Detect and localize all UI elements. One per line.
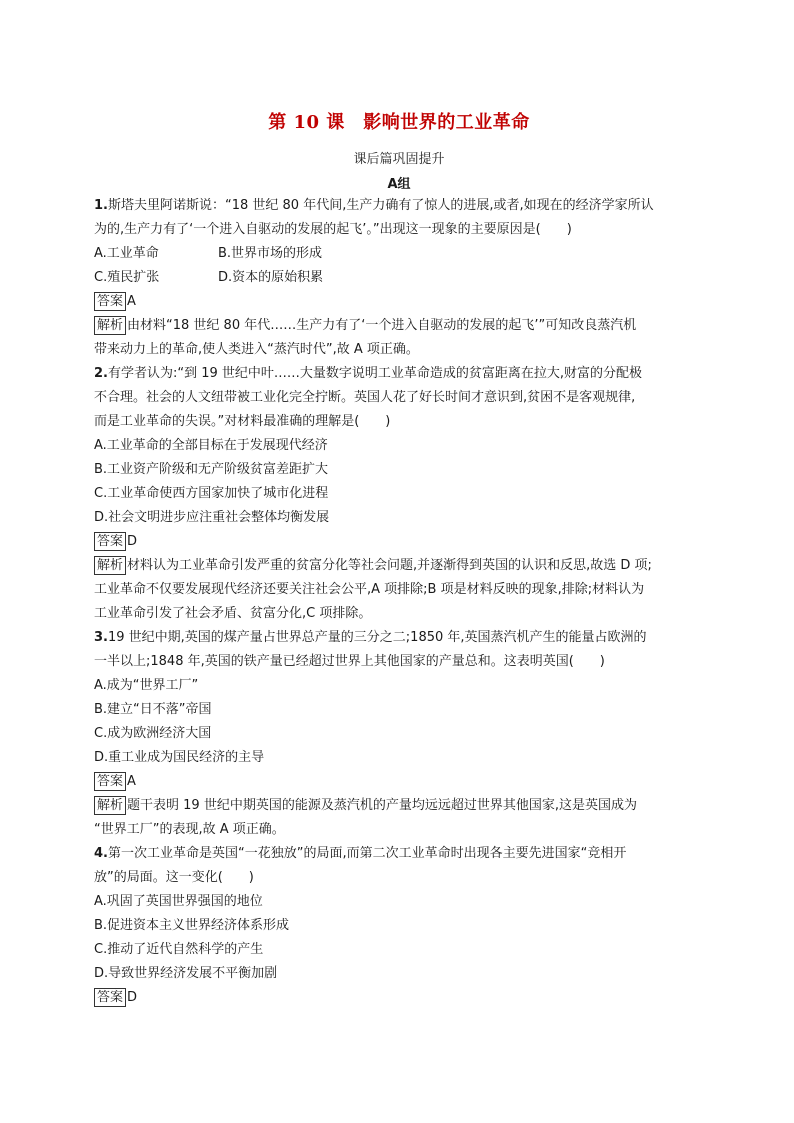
option-row: [94, 242, 704, 266]
option-c: C.成为欧洲经济大国: [94, 726, 212, 741]
question-stem-line: 斯塔夫里阿诺斯说：“18 世纪 80 年代间,生产力确有了惊人的进展,或者,如现在的经济学家所认: [107, 198, 654, 213]
question-1: [94, 194, 704, 362]
option-d: D.社会文明进步应注重社会整体均衡发展: [94, 510, 330, 525]
answer-line: [94, 290, 704, 314]
question-2: [94, 362, 704, 626]
answer-tag: 答案: [94, 988, 126, 1007]
option-row: [94, 266, 704, 290]
analysis-tag: 解析: [94, 556, 126, 575]
answer-line: [94, 986, 704, 1010]
question-number: 2.: [94, 366, 108, 381]
option-a: A.工业革命: [94, 246, 159, 261]
answer-tag: 答案: [94, 532, 126, 551]
option-c: C.推动了近代自然科学的产生: [94, 942, 264, 957]
answer-value: D: [127, 534, 138, 549]
analysis-line: 工业革命不仅要发展现代经济还要关注社会公平,A 项排除;B 项是材料反映的现象,排除;材料认为: [94, 582, 645, 597]
option-d: D.资本的原始积累: [218, 270, 324, 285]
analysis-tag: 解析: [94, 796, 126, 815]
answer-value: A: [127, 294, 136, 309]
option-d: D.重工业成为国民经济的主导: [94, 750, 265, 765]
analysis-line: 题干表明 19 世纪中期英国的能源及蒸汽机的产量均远远超过世界其他国家,这是英国成为: [127, 798, 637, 813]
answer-line: [94, 770, 704, 794]
question-stem-line: 而是工业革命的失误。”对材料最准确的理解是( ): [94, 414, 391, 429]
question-number: 1.: [94, 198, 108, 213]
option-d: D.导致世界经济发展不平衡加剧: [94, 966, 278, 981]
answer-tag: 答案: [94, 772, 126, 791]
section-subtitle: 课后篇巩固提升: [353, 152, 445, 167]
question-number: 3.: [94, 630, 108, 645]
option-b: B.工业资产阶级和无产阶级贫富差距扩大: [94, 462, 329, 477]
analysis-line: 工业革命引发了社会矛盾、贫富分化,C 项排除。: [94, 606, 372, 621]
lesson-title: 第 10 课 影响世界的工业革命: [268, 112, 530, 133]
analysis-line: 带来动力上的革命,使人类进入“蒸汽时代”,故 A 项正确。: [94, 342, 419, 357]
group-label: A组: [387, 177, 411, 192]
question-stem-line: 为的,生产力有了‘一个进入自驱动的发展的起飞’。”出现这一现象的主要原因是( ): [94, 222, 572, 237]
option-b: B.促进资本主义世界经济体系形成: [94, 918, 290, 933]
option-b: B.建立“日不落”帝国: [94, 702, 212, 717]
answer-value: A: [127, 774, 136, 789]
answer-value: D: [127, 990, 138, 1005]
analysis-line: 材料认为工业革命引发严重的贫富分化等社会问题,并逐渐得到英国的认识和反思,故选 D 项;: [127, 558, 652, 573]
option-a: A.工业革命的全部目标在于发展现代经济: [94, 438, 328, 453]
option-a: A.巩固了英国世界强国的地位: [94, 894, 263, 909]
question-number: 4.: [94, 846, 108, 861]
question-4: [94, 842, 704, 1010]
answer-line: [94, 530, 704, 554]
question-stem-line: 不合理。社会的人文纽带被工业化完全拧断。英国人花了好长时间才意识到,贫困不是客观规律,: [94, 390, 636, 405]
analysis-line: “世界工厂”的表现,故 A 项正确。: [94, 822, 285, 837]
option-a: A.成为“世界工厂”: [94, 678, 199, 693]
question-stem-line: 19 世纪中期,英国的煤产量占世界总产量的三分之二;1850 年,英国蒸汽机产生的能量占欧洲的: [107, 630, 647, 645]
analysis-line: 由材料“18 世纪 80 年代……生产力有了‘一个进入自驱动的发展的起飞’”可知改良蒸汽机: [127, 318, 637, 333]
question-3: [94, 626, 704, 842]
option-c: C.工业革命使西方国家加快了城市化进程: [94, 486, 329, 501]
option-c: C.殖民扩张: [94, 270, 160, 285]
question-stem-line: 第一次工业革命是英国“一花独放”的局面,而第二次工业革命时出现各主要先进国家“竞相开: [107, 846, 627, 861]
option-b: B.世界市场的形成: [218, 246, 323, 261]
question-stem-line: 一半以上;1848 年,英国的铁产量已经超过世界上其他国家的产量总和。这表明英国( ): [94, 654, 605, 669]
document-page: [94, 108, 704, 1010]
answer-tag: 答案: [94, 292, 126, 311]
analysis-tag: 解析: [94, 316, 126, 335]
question-stem-line: 放”的局面。这一变化( ): [94, 870, 254, 885]
question-stem-line: 有学者认为:“到 19 世纪中叶……大量数字说明工业革命造成的贫富距离在拉大,财富的分配极: [107, 366, 643, 381]
